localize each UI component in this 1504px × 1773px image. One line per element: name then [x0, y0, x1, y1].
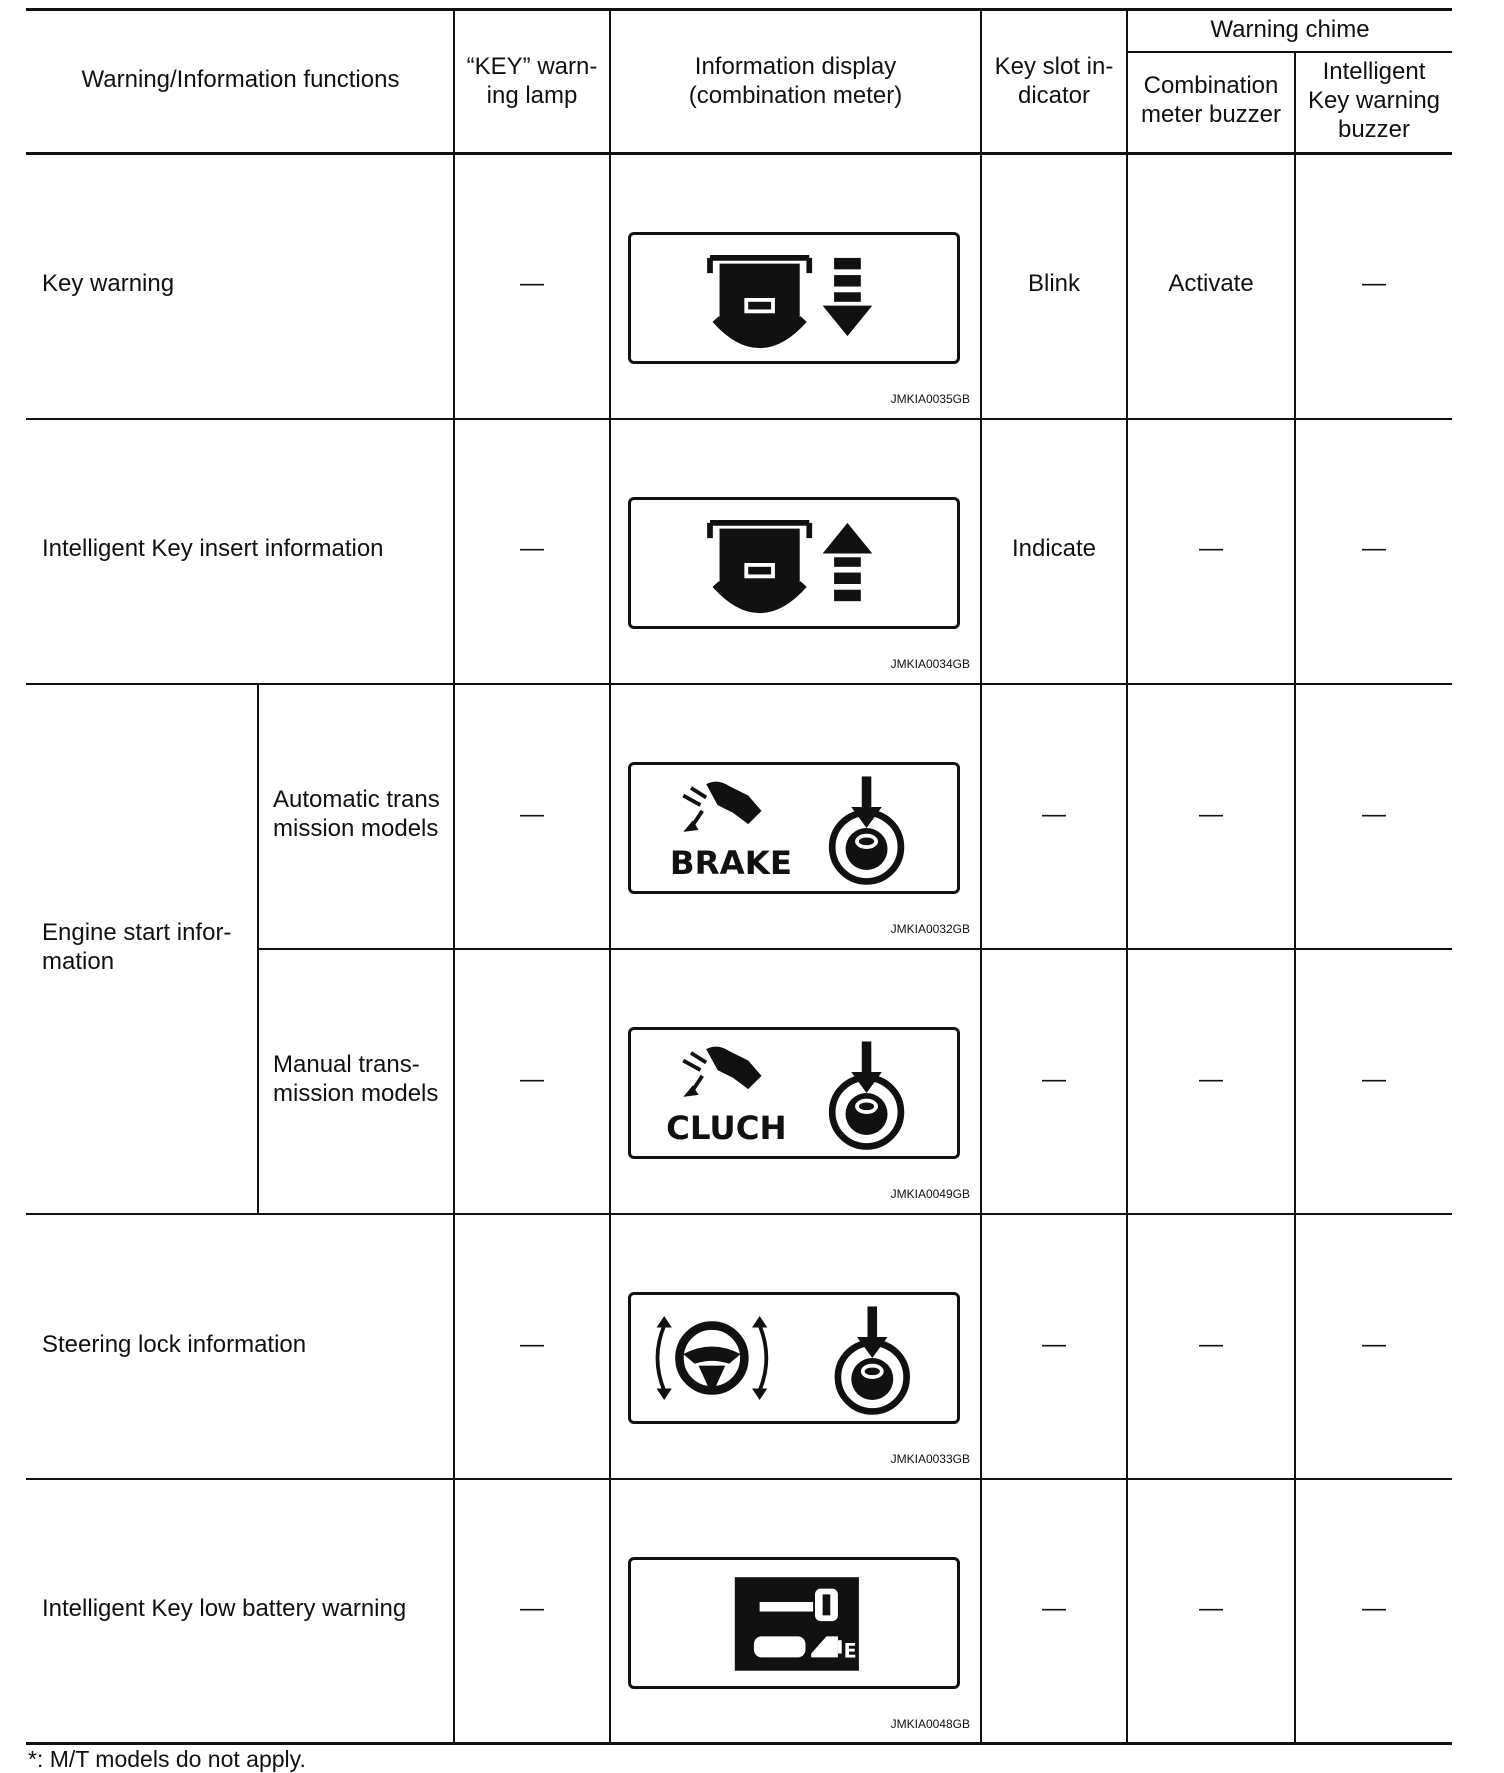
display-panel: [628, 232, 960, 364]
display-panel: [628, 762, 960, 894]
function-label: Engine start infor- mation: [42, 919, 232, 975]
header-key-lamp: “KEY” warn- ing lamp: [466, 53, 598, 109]
figure-code: JMKIA0032GB: [890, 922, 970, 936]
key-slot-value: —: [1042, 1331, 1066, 1358]
header-warning-chime: Warning chime: [1210, 16, 1370, 43]
combi-buzzer-value: —: [1199, 1066, 1223, 1093]
clutch-push-icon: [631, 1030, 957, 1156]
key-lamp-value: —: [520, 801, 544, 828]
combi-buzzer-value: —: [1199, 1595, 1223, 1622]
figure-code: JMKIA0035GB: [890, 392, 970, 406]
row-divider: [257, 948, 1452, 950]
key-insert-up-icon: [631, 500, 957, 626]
chime-header-divider: [1126, 51, 1452, 53]
column-divider: [1294, 52, 1296, 1744]
ikey-buzzer-value: —: [1362, 270, 1386, 297]
key-slot-value: —: [1042, 801, 1066, 828]
key-lamp-value: —: [520, 1331, 544, 1358]
row-divider: [26, 1478, 1452, 1480]
key-low-battery-icon: [631, 1560, 957, 1686]
header-info-display: Information display (combination meter): [688, 53, 903, 109]
combi-buzzer-value: Activate: [1168, 270, 1254, 297]
display-panel: [628, 497, 960, 629]
figure-code: JMKIA0033GB: [890, 1452, 970, 1466]
ikey-buzzer-value: —: [1362, 801, 1386, 828]
header-combi-buzzer: Combination meter buzzer: [1140, 72, 1282, 128]
header-ikey-buzzer: Intelligent Key warning buzzer: [1307, 58, 1441, 143]
key-slot-value: —: [1042, 1595, 1066, 1622]
figure-code: JMKIA0049GB: [890, 1187, 970, 1201]
row-divider: [26, 1213, 1452, 1215]
figure-code: JMKIA0034GB: [890, 657, 970, 671]
sub-function-label: Automatic trans mission models: [273, 786, 440, 842]
footnote: *: M/T models do not apply.: [28, 1746, 306, 1772]
key-lamp-value: —: [520, 1595, 544, 1622]
combi-buzzer-value: —: [1199, 535, 1223, 562]
key-insert-down-icon: [631, 235, 957, 361]
display-panel: [628, 1292, 960, 1424]
table-top-border: [26, 8, 1452, 11]
key-slot-value: —: [1042, 1066, 1066, 1093]
function-label: Key warning: [42, 270, 175, 297]
sub-function-label: Manual trans- mission models: [273, 1051, 439, 1107]
function-label: Steering lock information: [42, 1331, 307, 1358]
figure-code: JMKIA0048GB: [890, 1717, 970, 1731]
key-slot-value: Indicate: [1011, 535, 1097, 562]
row-divider: [26, 683, 1452, 685]
ikey-buzzer-value: —: [1362, 1331, 1386, 1358]
header-functions: Warning/Information functions: [81, 66, 400, 93]
svg-text:BRAKE: BRAKE: [669, 843, 793, 882]
function-label: Intelligent Key insert information: [42, 535, 384, 562]
key-slot-value: Blink: [1027, 270, 1081, 297]
ikey-buzzer-value: —: [1362, 535, 1386, 562]
function-label: Intelligent Key low battery warning: [42, 1595, 407, 1622]
svg-text:E: E: [843, 1639, 857, 1663]
row-divider: [26, 418, 1452, 420]
header-bottom-border: [26, 152, 1452, 155]
ikey-buzzer-value: —: [1362, 1595, 1386, 1622]
display-panel: [628, 1557, 960, 1689]
sub-column-divider: [257, 684, 259, 1214]
combi-buzzer-value: —: [1199, 801, 1223, 828]
column-divider: [609, 8, 611, 1744]
combi-buzzer-value: —: [1199, 1331, 1223, 1358]
display-panel: [628, 1027, 960, 1159]
brake-push-icon: [631, 765, 957, 891]
key-lamp-value: —: [520, 535, 544, 562]
header-key-slot: Key slot in- dicator: [994, 53, 1114, 109]
svg-text:CLUCH: CLUCH: [666, 1108, 787, 1147]
ikey-buzzer-value: —: [1362, 1066, 1386, 1093]
key-lamp-value: —: [520, 270, 544, 297]
key-lamp-value: —: [520, 1066, 544, 1093]
steering-lock-icon: [631, 1295, 957, 1421]
